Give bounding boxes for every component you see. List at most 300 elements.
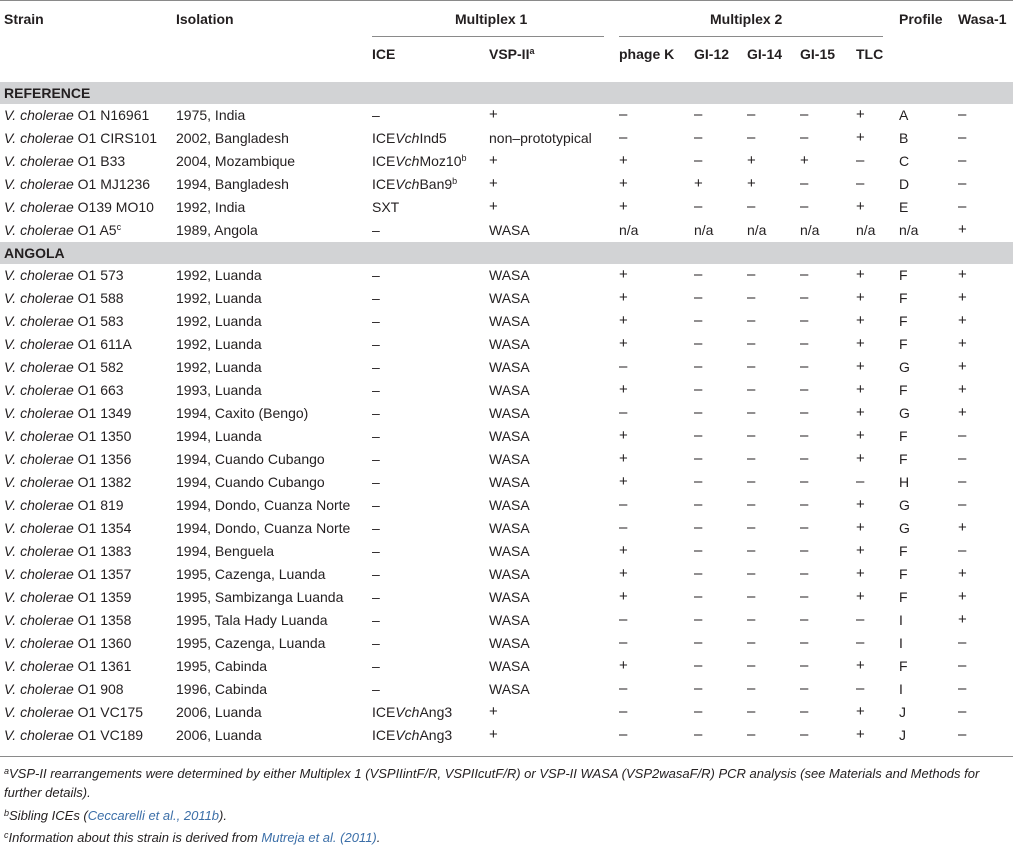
table-row (0, 517, 1013, 540)
strain-id: O1 VC189 (77, 727, 144, 743)
footnote-a-text: VSP-II rearrangements were determined by either Multiplex 1 (VSPIIintF/R, VSPIIcutF/R) or VSP-II WASA (VSP2wasaF/R) PCR analysis (see Materials and Methods for further details). (4, 766, 980, 800)
cell-strain (4, 611, 131, 629)
cell-wasa: – (958, 427, 967, 444)
cell-gi14: – (747, 473, 756, 490)
cell-gi15: – (800, 634, 809, 651)
species-name: V. cholerae (4, 520, 74, 536)
ice-prefix: – (372, 681, 380, 697)
ice-italic: Vch (395, 704, 420, 720)
strain-id: O1 583 (77, 313, 124, 329)
cell-gi15: – (800, 703, 809, 720)
cell-wasa: + (958, 358, 967, 375)
cell-gi15: – (800, 175, 809, 192)
header-vspii (489, 45, 534, 63)
cell-phagek: n/a (619, 222, 639, 238)
table-row (0, 678, 1013, 701)
cell-strain (4, 312, 124, 330)
species-name: V. cholerae (4, 566, 74, 582)
cell-phagek: + (619, 565, 628, 582)
ice-prefix: – (372, 589, 380, 605)
footnote-b-pre: Sibling ICEs ( (9, 808, 88, 823)
cell-ice (372, 542, 380, 560)
multiplex1-span-rule (372, 36, 604, 37)
cell-gi14: – (747, 106, 756, 123)
strain-id: O1 MJ1236 (77, 176, 151, 192)
table-row (0, 219, 1013, 242)
header-multiplex2: Multiplex 2 (710, 11, 783, 27)
cell-ice (372, 175, 457, 193)
cell-gi15: – (800, 519, 809, 536)
cell-vsp: WASA (489, 566, 530, 582)
strain-id: O1 B33 (77, 153, 126, 169)
cell-wasa: + (958, 519, 967, 536)
header-isolation: Isolation (176, 11, 234, 27)
cell-ice (372, 565, 380, 583)
strain-id: O1 1356 (77, 451, 132, 467)
cell-isolation: 2004, Mozambique (176, 153, 296, 169)
cell-wasa: + (958, 611, 967, 628)
table-row (0, 609, 1013, 632)
cell-tlc: + (856, 335, 865, 352)
ice-prefix: ICE (372, 704, 396, 720)
cell-vsp: WASA (489, 474, 530, 490)
cell-vsp: WASA (489, 359, 530, 375)
table-row (0, 724, 1013, 747)
cell-strain (4, 221, 121, 239)
cell-tlc: + (856, 312, 865, 329)
cell-vsp: WASA (489, 405, 530, 421)
cell-profile: J (899, 727, 906, 743)
table-row (0, 196, 1013, 219)
cell-ice (372, 312, 380, 330)
ice-prefix: – (372, 313, 380, 329)
table-row (0, 563, 1013, 586)
cell-vsp: + (489, 703, 498, 720)
cell-tlc: – (856, 611, 865, 628)
cell-profile: F (899, 290, 908, 306)
cell-isolation: 1992, Luanda (176, 359, 262, 375)
cell-gi14: – (747, 611, 756, 628)
cell-gi14: – (747, 496, 756, 513)
cell-tlc: n/a (856, 222, 876, 238)
cell-wasa: – (958, 726, 967, 743)
cell-vsp: WASA (489, 612, 530, 628)
cell-gi12: + (694, 175, 703, 192)
cell-vsp: WASA (489, 589, 530, 605)
species-name: V. cholerae (4, 451, 74, 467)
cell-strain (4, 106, 149, 124)
cell-isolation: 2002, Bangladesh (176, 130, 289, 146)
cell-gi12: – (694, 726, 703, 743)
cell-wasa: – (958, 198, 967, 215)
cell-phagek: + (619, 266, 628, 283)
table-row (0, 287, 1013, 310)
cell-tlc: + (856, 519, 865, 536)
cell-vsp: WASA (489, 658, 530, 674)
strain-id: O1 582 (77, 359, 124, 375)
cell-gi15: – (800, 289, 809, 306)
species-name: V. cholerae (4, 267, 74, 283)
footnote-b (4, 806, 1009, 825)
cell-gi12: – (694, 152, 703, 169)
cell-phagek: + (619, 450, 628, 467)
cell-phagek: – (619, 129, 628, 146)
table-row (0, 173, 1013, 196)
cell-ice (372, 198, 399, 216)
cell-gi12: – (694, 496, 703, 513)
cell-ice (372, 496, 380, 514)
cell-isolation: 1994, Cuando Cubango (176, 451, 325, 467)
ice-prefix: ICE (372, 727, 396, 743)
cell-vsp: WASA (489, 313, 530, 329)
cell-vsp: WASA (489, 222, 530, 238)
table-row (0, 586, 1013, 609)
cell-gi14: – (747, 335, 756, 352)
ice-suffix: Moz10 (419, 153, 462, 169)
strain-id: O1 588 (77, 290, 124, 306)
cell-ice (372, 588, 380, 606)
cell-phagek: + (619, 289, 628, 306)
cell-gi14: – (747, 519, 756, 536)
cell-isolation: 1992, Luanda (176, 290, 262, 306)
strain-id: O1 819 (77, 497, 124, 513)
ice-prefix: – (372, 382, 380, 398)
cell-gi15: – (800, 106, 809, 123)
ice-suffix: Ang3 (419, 727, 453, 743)
cell-wasa: – (958, 634, 967, 651)
header-gi12: GI-12 (694, 46, 730, 62)
cell-vsp: + (489, 106, 498, 123)
cell-vsp: + (489, 175, 498, 192)
cell-ice (372, 519, 380, 537)
cell-tlc: – (856, 680, 865, 697)
header-strain: Strain (4, 11, 44, 27)
strain-id: O1 1383 (77, 543, 132, 559)
cell-profile: F (899, 658, 908, 674)
cell-strain (4, 565, 131, 583)
cell-tlc: – (856, 152, 865, 169)
cell-gi14: – (747, 312, 756, 329)
section-label: ANGOLA (4, 245, 65, 261)
cell-strain (4, 358, 124, 376)
cell-gi15: + (800, 152, 809, 169)
ice-suffix: Ang3 (419, 704, 453, 720)
ice-italic: Vch (395, 176, 420, 192)
cell-wasa: – (958, 129, 967, 146)
cell-wasa: + (958, 565, 967, 582)
cell-gi14: – (747, 565, 756, 582)
cell-gi15: – (800, 266, 809, 283)
cell-gi14: – (747, 198, 756, 215)
bottom-rule (0, 756, 1013, 757)
cell-gi14: – (747, 289, 756, 306)
cell-tlc: + (856, 358, 865, 375)
strain-id: O1 663 (77, 382, 124, 398)
cell-gi15: – (800, 473, 809, 490)
ice-prefix: – (372, 290, 380, 306)
species-name: V. cholerae (4, 336, 74, 352)
cell-wasa: – (958, 680, 967, 697)
cell-gi12: – (694, 381, 703, 398)
strain-id: O1 1359 (77, 589, 132, 605)
cell-phagek: + (619, 152, 628, 169)
table-row (0, 632, 1013, 655)
cell-strain (4, 496, 124, 514)
cell-gi14: – (747, 657, 756, 674)
ice-prefix: – (372, 267, 380, 283)
cell-isolation: 1989, Angola (176, 222, 258, 238)
cell-ice (372, 335, 380, 353)
cell-gi12: – (694, 542, 703, 559)
cell-wasa: – (958, 496, 967, 513)
header-profile: Profile (899, 11, 943, 27)
cell-phagek: – (619, 680, 628, 697)
table-row (0, 150, 1013, 173)
cell-ice (372, 129, 447, 147)
cell-vsp: WASA (489, 497, 530, 513)
ice-prefix: – (372, 612, 380, 628)
cell-gi12: – (694, 611, 703, 628)
cell-ice (372, 152, 467, 170)
ice-italic: Vch (395, 130, 420, 146)
cell-strain (4, 266, 124, 284)
footnote-a (4, 764, 1009, 802)
cell-gi15: – (800, 588, 809, 605)
cell-isolation: 1992, Luanda (176, 313, 262, 329)
cell-tlc: + (856, 266, 865, 283)
strain-id: O1 1360 (77, 635, 132, 651)
cell-profile: F (899, 336, 908, 352)
cell-phagek: + (619, 657, 628, 674)
cell-ice (372, 358, 380, 376)
cell-tlc: + (856, 542, 865, 559)
cell-gi15: – (800, 496, 809, 513)
cell-gi12: – (694, 450, 703, 467)
cell-tlc: + (856, 381, 865, 398)
cell-isolation: 1994, Benguela (176, 543, 275, 559)
cell-phagek: + (619, 542, 628, 559)
header-wasa1: Wasa-1 (958, 11, 1007, 27)
ice-prefix: – (372, 520, 380, 536)
ice-footnote-mark: b (452, 176, 458, 186)
ice-prefix: – (372, 497, 380, 513)
cell-ice (372, 266, 380, 284)
cell-gi15: – (800, 312, 809, 329)
strain-id: O1 573 (77, 267, 124, 283)
header-tlc: TLC (856, 46, 884, 62)
species-name: V. cholerae (4, 405, 74, 421)
ice-prefix: ICE (372, 153, 396, 169)
cell-gi15: – (800, 657, 809, 674)
cell-gi12: – (694, 198, 703, 215)
cell-strain (4, 129, 157, 147)
cell-phagek: – (619, 496, 628, 513)
cell-ice (372, 703, 452, 721)
cell-profile: C (899, 153, 910, 169)
top-rule (0, 0, 1013, 1)
ice-prefix: – (372, 336, 380, 352)
species-name: V. cholerae (4, 428, 74, 444)
cell-wasa: + (958, 404, 967, 421)
cell-isolation: 1993, Luanda (176, 382, 262, 398)
strain-id: O1 1382 (77, 474, 132, 490)
cell-isolation: 1995, Sambizanga Luanda (176, 589, 344, 605)
cell-gi12: – (694, 519, 703, 536)
cell-gi15: – (800, 381, 809, 398)
species-name: V. cholerae (4, 474, 74, 490)
species-name: V. cholerae (4, 704, 74, 720)
ice-prefix: – (372, 474, 380, 490)
header-phagek: phage K (619, 46, 675, 62)
ice-prefix: – (372, 359, 380, 375)
footnote-a-mark: a (4, 766, 10, 776)
cell-tlc: + (856, 106, 865, 123)
cell-gi15: – (800, 726, 809, 743)
cell-tlc: + (856, 657, 865, 674)
cell-gi14: – (747, 129, 756, 146)
cell-phagek: + (619, 198, 628, 215)
cell-phagek: – (619, 358, 628, 375)
cell-gi14: – (747, 404, 756, 421)
cell-gi14: – (747, 703, 756, 720)
cell-wasa: – (958, 657, 967, 674)
cell-isolation: 1994, Dondo, Cuanza Norte (176, 520, 351, 536)
cell-phagek: + (619, 473, 628, 490)
cell-strain (4, 404, 131, 422)
cell-vsp: WASA (489, 520, 530, 536)
cell-ice (372, 427, 380, 445)
species-name: V. cholerae (4, 176, 74, 192)
strain-id: O1 N16961 (77, 107, 150, 123)
cell-vsp: + (489, 198, 498, 215)
cell-ice (372, 611, 380, 629)
cell-phagek: + (619, 175, 628, 192)
cell-isolation: 1994, Dondo, Cuanza Norte (176, 497, 351, 513)
species-name: V. cholerae (4, 589, 74, 605)
cell-tlc: + (856, 588, 865, 605)
cell-wasa: – (958, 703, 967, 720)
footnote-c (4, 828, 1009, 847)
species-name: V. cholerae (4, 658, 74, 674)
cell-tlc: + (856, 198, 865, 215)
header-vspii-footnote-mark: a (529, 46, 535, 56)
table-row (0, 356, 1013, 379)
cell-strain (4, 588, 131, 606)
cell-wasa: + (958, 221, 967, 238)
cell-tlc: + (856, 565, 865, 582)
cell-wasa: – (958, 152, 967, 169)
ice-footnote-mark: b (461, 153, 467, 163)
cell-tlc: + (856, 726, 865, 743)
cell-gi14: n/a (747, 222, 767, 238)
cell-wasa: + (958, 266, 967, 283)
cell-gi15: – (800, 427, 809, 444)
cell-profile: B (899, 130, 909, 146)
cell-gi14: – (747, 726, 756, 743)
cell-strain (4, 427, 131, 445)
strain-id: O139 MO10 (77, 199, 154, 215)
header-ice: ICE (372, 46, 396, 62)
table-row (0, 471, 1013, 494)
ice-prefix: SXT (372, 199, 400, 215)
cell-isolation: 1995, Tala Hady Luanda (176, 612, 328, 628)
cell-gi12: – (694, 266, 703, 283)
cell-strain (4, 473, 131, 491)
table-row (0, 701, 1013, 724)
cell-strain (4, 381, 124, 399)
cell-phagek: + (619, 312, 628, 329)
cell-ice (372, 106, 380, 124)
cell-strain (4, 680, 124, 698)
cell-isolation: 1996, Cabinda (176, 681, 268, 697)
ice-prefix: – (372, 405, 380, 421)
cell-phagek: – (619, 726, 628, 743)
ice-prefix: – (372, 635, 380, 651)
species-name: V. cholerae (4, 681, 74, 697)
cell-tlc: + (856, 427, 865, 444)
footnote-c-post: . (376, 830, 381, 845)
cell-strain (4, 152, 125, 170)
cell-isolation: 1995, Cazenga, Luanda (176, 566, 326, 582)
strain-id: O1 A5 (77, 222, 117, 238)
cell-vsp: + (489, 152, 498, 169)
cell-gi14: – (747, 542, 756, 559)
cell-wasa: + (958, 289, 967, 306)
species-name: V. cholerae (4, 382, 74, 398)
cell-gi14: – (747, 358, 756, 375)
table-row (0, 494, 1013, 517)
cell-gi12: – (694, 129, 703, 146)
cell-profile: F (899, 267, 908, 283)
cell-gi15: – (800, 358, 809, 375)
species-name: V. cholerae (4, 107, 74, 123)
header-gi15: GI-15 (800, 46, 836, 62)
cell-profile: F (899, 451, 908, 467)
cell-gi15: – (800, 335, 809, 352)
footnote-c-ref-link[interactable]: Mutreja et al. (2011) (261, 830, 377, 845)
cell-gi12: – (694, 680, 703, 697)
cell-profile: F (899, 428, 908, 444)
cell-gi14: + (747, 175, 756, 192)
cell-profile: F (899, 566, 908, 582)
cell-profile: G (899, 359, 910, 375)
cell-profile: F (899, 382, 908, 398)
species-name: V. cholerae (4, 222, 74, 238)
table-row (0, 655, 1013, 678)
species-name: V. cholerae (4, 313, 74, 329)
species-name: V. cholerae (4, 130, 74, 146)
cell-gi14: – (747, 588, 756, 605)
cell-vsp: WASA (489, 451, 530, 467)
cell-strain (4, 634, 131, 652)
cell-gi14: – (747, 266, 756, 283)
ice-italic: Vch (395, 153, 420, 169)
species-name: V. cholerae (4, 199, 74, 215)
cell-gi15: – (800, 198, 809, 215)
cell-strain (4, 519, 131, 537)
cell-profile: F (899, 589, 908, 605)
cell-wasa: + (958, 312, 967, 329)
header-vspii-text: VSP-II (489, 46, 530, 62)
cell-tlc: + (856, 703, 865, 720)
footnote-b-ref-link[interactable]: Ceccarelli et al., 2011b (87, 808, 220, 823)
cell-gi14: – (747, 680, 756, 697)
cell-gi12: – (694, 289, 703, 306)
strain-id: O1 1354 (77, 520, 132, 536)
cell-wasa: + (958, 588, 967, 605)
strain-id: O1 1361 (77, 658, 132, 674)
cell-gi12: – (694, 404, 703, 421)
